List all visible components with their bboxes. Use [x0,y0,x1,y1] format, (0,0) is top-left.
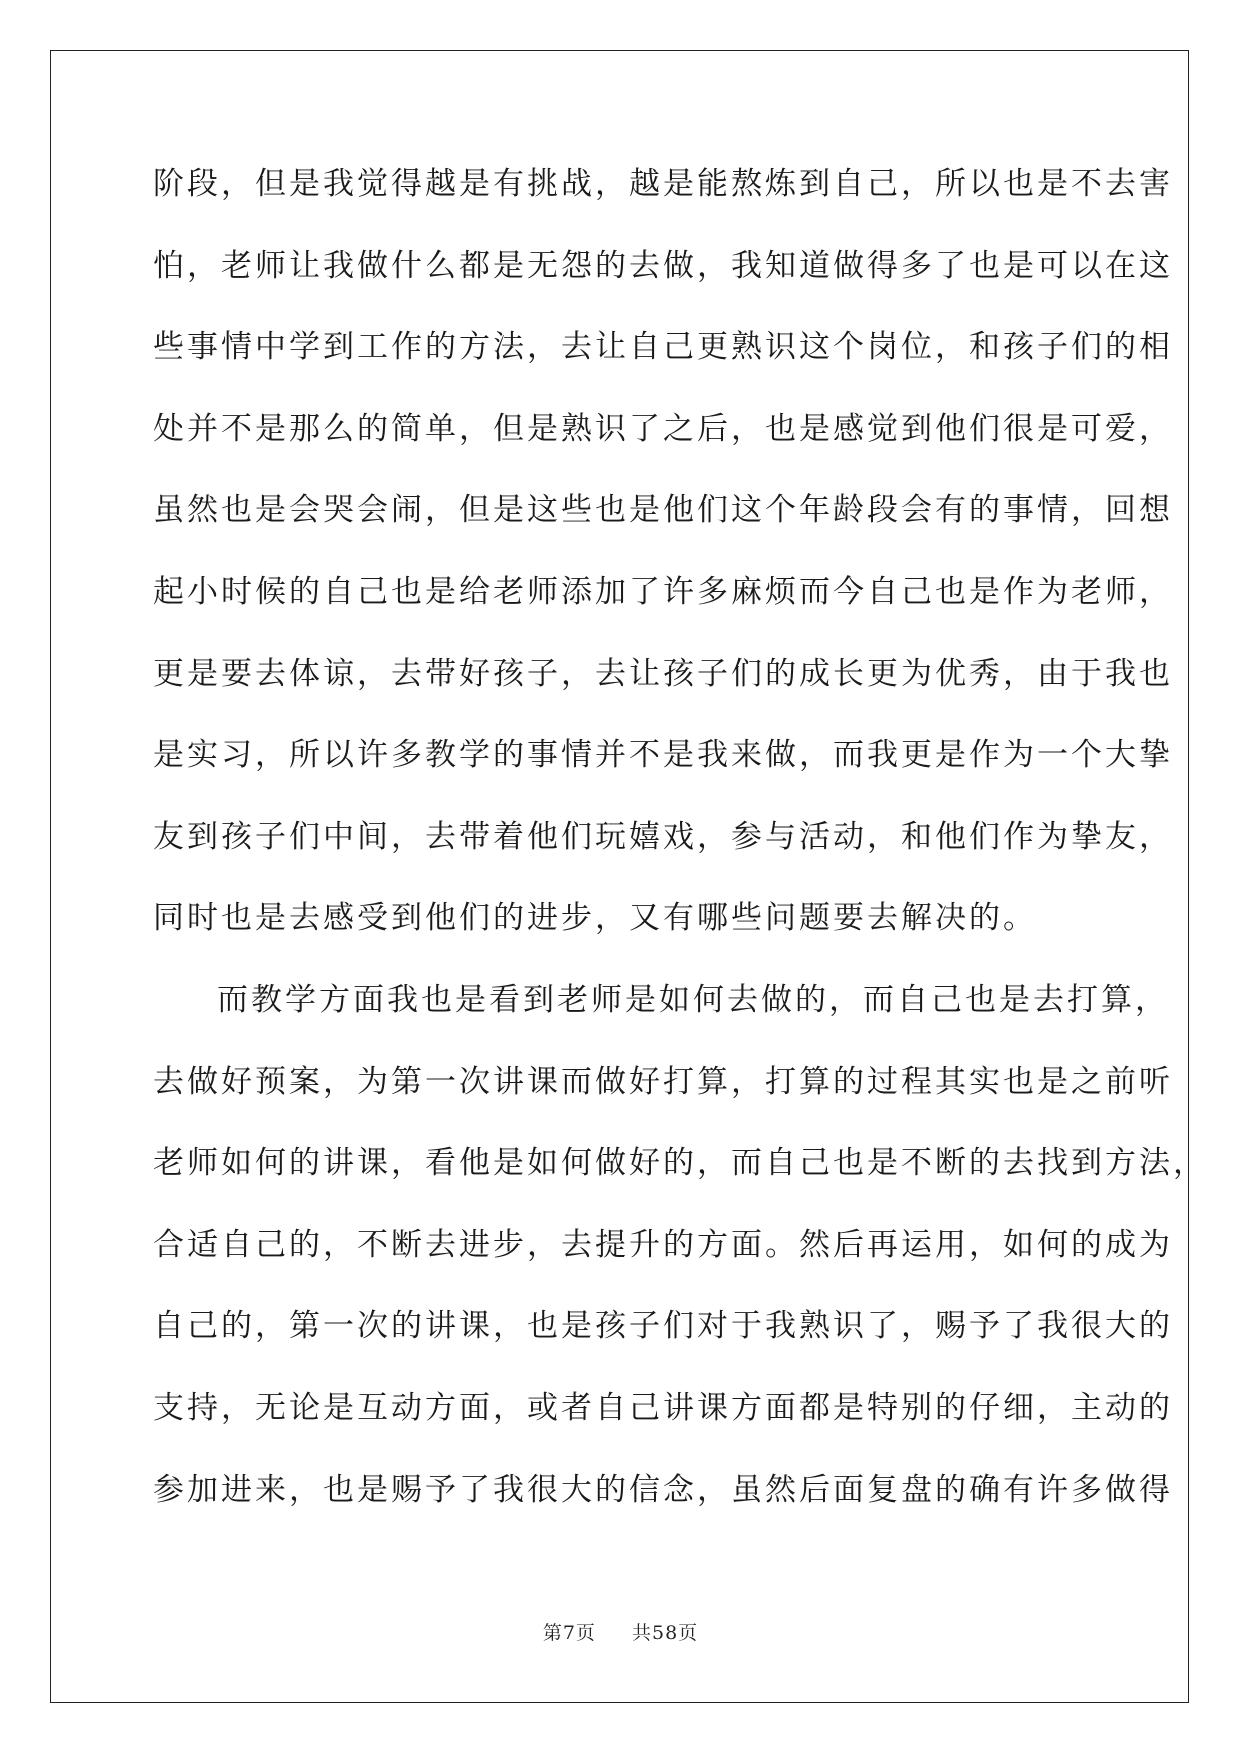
text-line: 是实习，所以许多教学的事情并不是我来做，而我更是作为一个大挚 [153,737,1173,774]
text-line: 合适自己的，不断去进步，去提升的方面。然后再运用，如何的成为 [153,1226,1173,1263]
paragraph-start-line: 而教学方面我也是看到老师是如何去做的，而自己也是去打算， [217,981,1169,1018]
text-line: 去做好预案，为第一次讲课而做好打算，打算的过程其实也是之前听 [153,1063,1173,1100]
body-text [153,160,1207,1547]
text-line: 支持，无论是互动方面，或者自己讲课方面都是特别的仔细，主动的 [153,1389,1173,1426]
text-line: 阶段，但是我觉得越是有挑战，越是能熬炼到自己，所以也是不去害 [153,166,1173,202]
text-line: 更是要去体谅，去带好孩子，去让孩子们的成长更为优秀，由于我也 [153,655,1173,692]
text-line: 同时也是去感受到他们的进步，又有哪些问题要去解决的。 [153,900,1037,937]
text-line: 友到孩子们中间，去带着他们玩嬉戏，参与活动，和他们作为挚友， [153,818,1173,855]
page-footer [0,1621,1241,1645]
text-line: 虽然也是会哭会闹，但是这些也是他们这个年龄段会有的事情，回想 [153,492,1173,529]
page-number: 第7页 [542,1622,596,1644]
text-line: 起小时候的自己也是给老师添加了许多麻烦而今自己也是作为老师， [153,573,1173,610]
text-line: 自己的，第一次的讲课，也是孩子们对于我熟识了，赐予了我很大的 [153,1308,1173,1345]
page-total: 共58页 [632,1622,699,1644]
text-line: 些事情中学到工作的方法，去让自己更熟识这个岗位，和孩子们的相 [153,329,1173,366]
text-line: 处并不是那么的简单，但是熟识了之后，也是感觉到他们很是可爱， [153,410,1173,447]
text-line: 怕，老师让我做什么都是无怨的去做，我知道做得多了也是可以在这 [153,247,1173,284]
text-line: 参加进来，也是赐予了我很大的信念，虽然后面复盘的确有许多做得 [153,1471,1173,1508]
text-line: 老师如何的讲课，看他是如何做好的，而自己也是不断的去找到方法， [153,1145,1207,1182]
